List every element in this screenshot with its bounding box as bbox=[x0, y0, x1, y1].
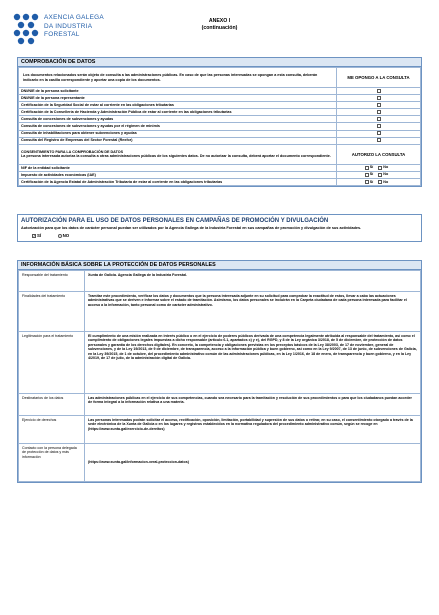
table-row bbox=[19, 292, 421, 332]
table-row bbox=[19, 95, 421, 102]
table-row bbox=[19, 416, 421, 444]
oppose-checkbox[interactable] bbox=[377, 103, 381, 107]
row-key: Legitimación para el tratamiento bbox=[19, 332, 85, 394]
no-checkbox[interactable] bbox=[378, 180, 382, 184]
oppose-cell bbox=[337, 116, 421, 123]
oppose-checkbox[interactable] bbox=[377, 110, 381, 114]
row-value: El cumplimiento de una misión realizada en interés público o en el ejercicio de poderes públicos derivada de una competencia legalmente atribuida al responsable del tratamiento, así como el cumplimiento de obligaciones legales impuestas a dicho responsable (artículo 6.1, apartados c) y e), del RGPD, y 8 de la Ley orgánica 3/2018, de 5 de diciembre, de protección de datos personales y garantía de los derechos digitales). En concreto, la competencia y obligaciones previstas en los preceptos básicos de la Ley 38/2003, de 17 de noviembre, general de subvenciones, y de la Ley 19/2013, de 9 de diciembre, de transparencia, acceso a la información pública y buen gobierno, así como en la Ley 9/2007, de 13 de junio, de subvenciones de Galicia, en la Ley 39/2015, de 1 de octubre, del procedimiento administrativo común de las administraciones públicas, en la Ley 1/2016, de 18 de enero, de transparencia y buen gobierno, y en la Ley 4/2019, de 17 de julio, de la administración digital de Galicia. bbox=[85, 332, 421, 394]
oppose-cell bbox=[337, 102, 421, 109]
row-key: Destinatarios de los datos bbox=[19, 394, 85, 416]
oppose-cell bbox=[337, 88, 421, 95]
item-label: DNI/NIE de la persona solicitante bbox=[19, 88, 337, 95]
item-label: Certificación de la Agencia Estatal de Administración Tributaria de estar al corriente en las obligaciones tributarias bbox=[19, 178, 337, 185]
item-label: Consulta de concesiones de subvenciones y ayudas bbox=[19, 116, 337, 123]
table-row bbox=[19, 178, 421, 185]
authorize-cell bbox=[337, 178, 421, 185]
table-row bbox=[19, 88, 421, 95]
item-label: Certificación de la Consellería de Hacienda y Administración Pública de estar al corriente en las obligaciones tributarias bbox=[19, 109, 337, 116]
row-value: Xunta de Galicia. Agencia Gallega de la Industria Forestal. bbox=[85, 271, 421, 292]
annex-title: ANEXO I bbox=[208, 18, 231, 24]
table-row bbox=[19, 123, 421, 130]
data-check-section bbox=[17, 57, 422, 187]
row-value: Las administraciones públicas en el ejercicio de sus competencias, cuando sea necesario para la tramitación y resolución de sus procedimientos o para que los ciudadanos puedan acceder de forma integral a la información relativa a una materia. bbox=[85, 394, 421, 416]
oppose-checkbox[interactable] bbox=[377, 89, 381, 93]
no-label: No bbox=[383, 165, 389, 170]
data-check-table bbox=[18, 67, 421, 186]
consent-header-row bbox=[19, 144, 421, 164]
promo-consent-section bbox=[17, 214, 422, 242]
authorize-column-header: AUTORIZO LA CONSULTA bbox=[337, 144, 421, 164]
authorize-cell bbox=[337, 171, 421, 178]
yes-checkbox[interactable] bbox=[365, 166, 369, 170]
promo-no-radio[interactable] bbox=[58, 234, 62, 238]
table-row bbox=[19, 109, 421, 116]
promo-options bbox=[18, 231, 421, 241]
oppose-checkbox[interactable] bbox=[377, 96, 381, 100]
table-row bbox=[19, 137, 421, 144]
table-header-row bbox=[19, 68, 421, 88]
oppose-checkbox[interactable] bbox=[377, 117, 381, 121]
logo-line: AXENCIA GALEGA bbox=[44, 14, 104, 21]
table-row bbox=[19, 130, 421, 137]
oppose-checkbox[interactable] bbox=[377, 131, 381, 135]
logo-line: FORESTAL bbox=[44, 31, 80, 39]
no-checkbox[interactable] bbox=[378, 173, 382, 177]
item-label: DNI/NIE de la persona representante bbox=[19, 95, 337, 102]
yes-checkbox[interactable] bbox=[365, 173, 369, 177]
table-row bbox=[19, 102, 421, 109]
yes-checkbox[interactable] bbox=[365, 180, 369, 184]
row-key: Ejercicio de derechos bbox=[19, 416, 85, 444]
yes-label: Sí bbox=[369, 165, 374, 170]
annex-heading bbox=[0, 18, 439, 32]
row-key: Finalidades del tratamiento bbox=[19, 292, 85, 332]
table-row bbox=[19, 271, 421, 292]
row-key: Responsable del tratamiento bbox=[19, 271, 85, 292]
oppose-cell bbox=[337, 95, 421, 102]
consent-intro bbox=[19, 144, 337, 164]
table-row bbox=[19, 394, 421, 416]
oppose-checkbox[interactable] bbox=[377, 138, 381, 142]
yes-label: Sí bbox=[369, 172, 374, 177]
logo-line: DA INDUSTRIA bbox=[44, 22, 93, 30]
promo-yes-radio[interactable]: ✓ bbox=[33, 233, 37, 238]
oppose-cell bbox=[337, 109, 421, 116]
oppose-cell bbox=[337, 137, 421, 144]
section-title: INFORMACIÓN BÁSICA SOBRE LA PROTECCIÓN DE DATOS PERSONALES bbox=[18, 261, 421, 270]
oppose-column-header: ME OPONGO A LA CONSULTA bbox=[337, 68, 421, 88]
section-title: COMPROBACIÓN DE DATOS bbox=[18, 58, 421, 67]
authorize-cell bbox=[337, 164, 421, 171]
row-value: Las personas interesadas podrán solicitar el acceso, rectificación, oposición, limitación, portabilidad y supresión de sus datos o retirar, en su caso, el consentimiento otorgado a través de la sede electrónica de la Xunta de Galicia o en los lugares y registros establecidos en la normativa reguladora del procedimiento administrativo común, según se recoge en (https://www.xunta.gal/exercicio-de-dereitos) bbox=[85, 416, 421, 444]
row-value: Tramitar este procedimiento, verificar los datos y documentos que la persona interesada adjunte en su solicitud para comprobar la exactitud de estos, llevar a cabo las actuaciones administrativas que se deriven e informar sobre el estado de tramitación. Asimismo, los datos personales se incluirán en la Carpeta ciudadana de cada persona interesada para facilitar el acceso a la información, tanto personal como de carácter administrativo. bbox=[85, 292, 421, 332]
oppose-cell bbox=[337, 130, 421, 137]
item-label: NIF de la entidad solicitante bbox=[19, 164, 337, 171]
section-title: AUTORIZACIÓN PARA EL USO DE DATOS PERSONALES EN CAMPAÑAS DE PROMOCIÓN Y DIVULGACIÓN bbox=[18, 215, 421, 226]
item-label: Consulta del Registro de Empresas del Sector Forestal (Rexfor) bbox=[19, 137, 337, 144]
consent-text: La persona interesada autoriza la consulta a otras administraciones públicas de los siguientes datos. De no autorizar la consulta, deberá aportar el documento correspondiente. bbox=[21, 154, 331, 159]
promo-no-label: NO bbox=[62, 233, 70, 239]
no-label: No bbox=[383, 179, 389, 184]
data-protection-table bbox=[18, 270, 421, 482]
promo-text: Autorización para que los datos de carácter personal puedan ser utilizados por la Agencia Gallega de la Industria Forestal en sus campañas de promoción y divulgación de sus actividades. bbox=[21, 226, 362, 230]
intro-text: Los documentos relacionados serán objeto de consulta a las administraciones públicas. En caso de que las personas interesadas se opongan a esta consulta, deberán indicarlo en la casilla correspondiente y aportar una copia de los documentos. bbox=[19, 68, 337, 88]
item-label: Impuesto de actividades económicas (IAE) bbox=[19, 171, 337, 178]
item-label: Consulta de inhabilitaciones para obtener subvenciones y ayudas bbox=[19, 130, 337, 137]
consent-title: CONSENTIMIENTO PARA LA COMPROBACIÓN DE DATOS bbox=[21, 149, 124, 154]
oppose-checkbox[interactable] bbox=[377, 124, 381, 128]
table-row bbox=[19, 171, 421, 178]
item-label: Certificación de la Seguridad Social de estar al corriente en las obligaciones tributarias bbox=[19, 102, 337, 109]
table-row bbox=[19, 164, 421, 171]
item-label: Consulta de concesiones de subvenciones y ayudas por el régimen de minimis bbox=[19, 123, 337, 130]
promo-yes-label: SÍ bbox=[37, 233, 42, 239]
no-label: No bbox=[383, 172, 389, 177]
table-row bbox=[19, 116, 421, 123]
table-row bbox=[19, 332, 421, 394]
row-value: (https://www.xunta.gal/informacion-xeral-proteccion-datos) bbox=[85, 444, 421, 482]
annex-subtitle: (continuación) bbox=[201, 25, 238, 31]
oppose-cell bbox=[337, 123, 421, 130]
table-row bbox=[19, 444, 421, 482]
data-protection-section bbox=[17, 260, 422, 483]
no-checkbox[interactable] bbox=[378, 166, 382, 170]
row-key: Contacto con la persona delegada de protección de datos y más información bbox=[19, 444, 85, 482]
yes-label: Sí bbox=[369, 179, 374, 184]
